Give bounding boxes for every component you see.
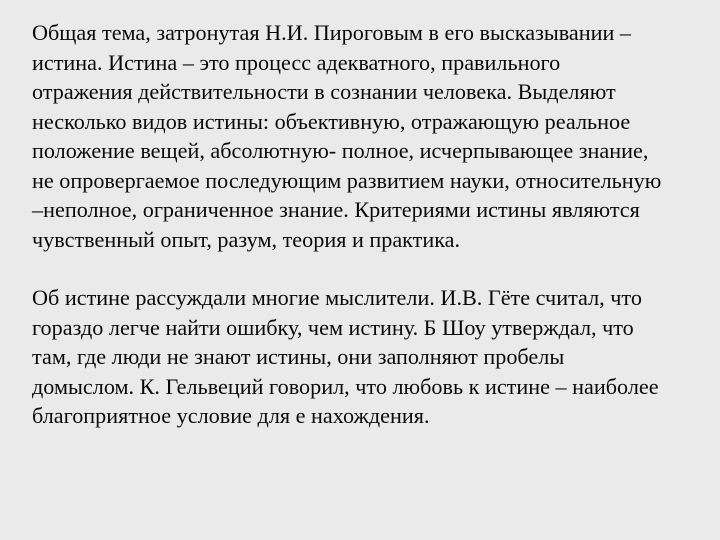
text-line: благоприятное условие для е нахождения. bbox=[32, 403, 430, 428]
text-line: Об истине рассуждали многие мыслители. И.В. Гёте считал, что bbox=[32, 285, 642, 310]
text-line: –неполное, ограниченное знание. Критериями истины являются bbox=[32, 197, 640, 222]
text-line: истина. Истина – это процесс адекватного, правильного bbox=[32, 49, 561, 75]
text-line: положение вещей, абсолютную- полное, исчерпывающее знание, bbox=[32, 138, 649, 163]
text-line: домыслом. К. Гельвеций говорил, что любовь к истине – наиболее bbox=[32, 373, 659, 399]
paragraph-thinkers-quotes bbox=[32, 283, 720, 431]
text-line: Общая тема, затронутая Н.И. Пироговым в его высказывании – bbox=[32, 20, 632, 45]
text-line: гораздо легче найти ошибку, чем истину. Б Шоу утверждал, что bbox=[32, 314, 634, 340]
paragraph-truth-definition bbox=[32, 18, 720, 254]
text-line: там, где люди не знают истины, они заполняют пробелы bbox=[32, 344, 565, 369]
text-line: отражения действительности в сознании человека. Выделяют bbox=[32, 79, 616, 104]
text-line: несколько видов истины: объективную, отражающую реальное bbox=[32, 108, 631, 134]
text-line: чувственный опыт, разум, теория и практика. bbox=[32, 226, 461, 252]
text-line: не опровергаемое последующим развитием науки, относительную bbox=[32, 167, 662, 193]
